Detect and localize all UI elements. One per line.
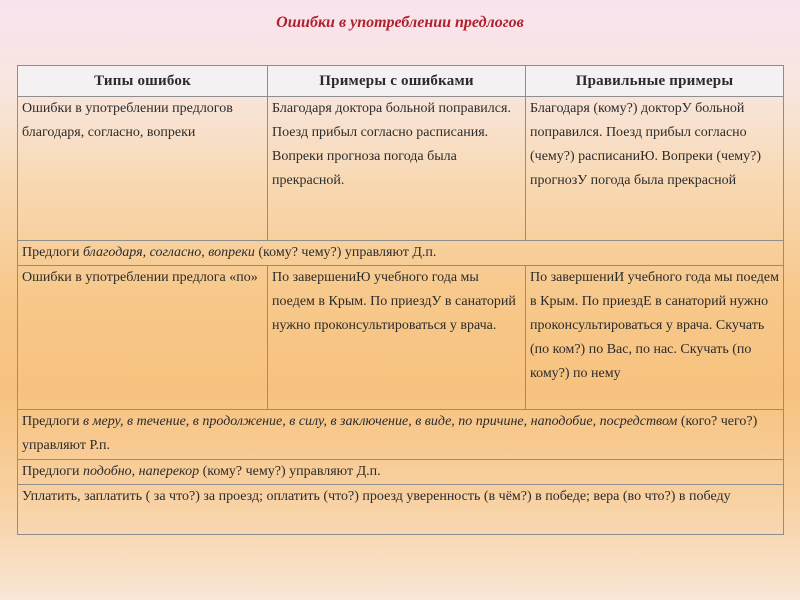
rule2-prefix: Предлоги xyxy=(22,414,83,429)
row1-wrong-2: Поезд прибыл согласно расписания. xyxy=(272,125,489,140)
row1-type: Ошибки в употреблении предлогов благодаря, согласно, вопреки xyxy=(18,97,268,241)
row2-type: Ошибки в употреблении предлога «по» xyxy=(18,266,268,410)
header-correct-examples: Правильные примеры xyxy=(526,66,784,97)
rule3-cell xyxy=(18,460,784,485)
rule1-prepositions: благодаря, согласно, вопреки xyxy=(82,245,255,260)
rule4-cell: Уплатить, заплатить ( за что?) за проезд; оплатить (что?) проезд уверенность (в чём?) в победе; вера (во что?) в победу xyxy=(18,485,784,535)
rule3-suffix: (кому? чему?) управляют Д.п. xyxy=(199,464,381,479)
page-title: Ошибки в употреблении предлогов xyxy=(276,14,524,31)
table-row xyxy=(18,241,784,266)
table-row xyxy=(18,485,784,535)
table-row xyxy=(18,460,784,485)
row1-wrong xyxy=(268,97,526,241)
row2-wrong: По завершениЮ учебного года мы поедем в Крым. По приездУ в санаторий нужно проконсультироваться у врача. xyxy=(268,266,526,410)
rule1-prefix: Предлоги xyxy=(22,245,83,260)
row1-wrong-3: Вопреки прогноза погода была прекрасной. xyxy=(272,149,457,188)
rule2-cell xyxy=(18,410,784,460)
prepositions-table xyxy=(17,65,784,535)
rule2-suffix: (кого? чего?) управляют Р.п. xyxy=(22,414,758,453)
row1-right: Благодаря (кому?) докторУ больной поправился. Поезд прибыл согласно (чему?) расписаниЮ. Вопреки (чему?) прогнозУ погода была прекрасной xyxy=(526,97,784,241)
row2-right: По завершениИ учебного года мы поедем в Крым. По приездЕ в санаторий нужно проконсультироваться у врача. Скучать (по ком?) по Вас, по нас. Скучать (по кому?) по нему xyxy=(526,266,784,410)
table-row xyxy=(18,266,784,410)
table-header-row xyxy=(18,66,784,97)
rule1-cell xyxy=(18,241,784,266)
row1-wrong-1: Благодаря доктора больной поправился. xyxy=(272,101,511,116)
rule1-suffix: (кому? чему?) управляют Д.п. xyxy=(254,245,437,260)
rule3-prepositions: подобно, наперекор xyxy=(82,464,200,479)
header-error-types: Типы ошибок xyxy=(18,66,268,97)
header-wrong-examples: Примеры с ошибками xyxy=(268,66,526,97)
rule3-prefix: Предлоги xyxy=(22,464,83,479)
rule2-prepositions: в меру, в течение, в продолжение, в силу, в заключение, в виде, по причине, наподобие, посредством xyxy=(82,414,678,429)
table-row xyxy=(18,97,784,241)
table-row xyxy=(18,410,784,460)
